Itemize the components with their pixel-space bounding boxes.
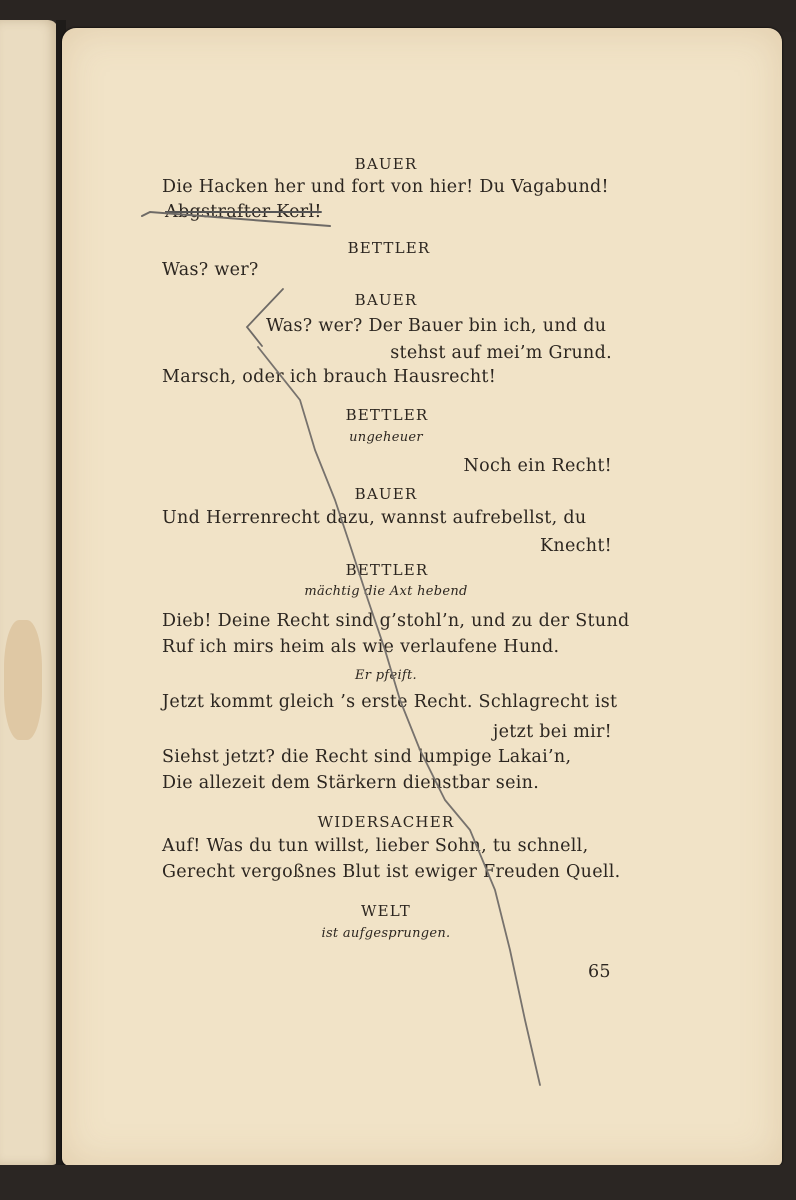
speaker-bettler: BETTLER <box>345 561 429 579</box>
verse-line: Die Hacken her und fort von hier! Du Vagabund! <box>162 177 609 197</box>
verse-line-crossed-out: Abgstrafter Kerl! <box>165 202 322 222</box>
page-number: 65 <box>588 962 611 982</box>
verse-line: Auf! Was du tun willst, lieber Sohn, tu schnell, <box>162 836 589 856</box>
verse-line: Was? wer? <box>162 260 259 280</box>
verse-line: Jetzt kommt gleich ’s erste Recht. Schlagrecht ist <box>162 692 618 712</box>
stage-direction: Er pfeift. <box>355 668 417 683</box>
verse-line: Gerecht vergoßnes Blut ist ewiger Freuden Quell. <box>162 862 621 882</box>
pencil-bracket-mark <box>247 289 283 346</box>
speaker-bettler: BETTLER <box>347 239 431 257</box>
verse-line-continuation: stehst auf mei’m Grund. <box>390 343 612 363</box>
verse-line: Marsch, oder ich brauch Hausrecht! <box>162 367 497 387</box>
verse-line: Dieb! Deine Recht sind g’stohl’n, und zu der Stund <box>162 611 630 631</box>
verse-line: Die allezeit dem Stärkern dienstbar sein. <box>162 773 540 793</box>
verse-line: Siehst jetzt? die Recht sind lumpige Lakai’n, <box>162 747 572 767</box>
verse-line: Was? wer? Der Bauer bin ich, und du <box>266 316 607 336</box>
speaker-bauer: BAUER <box>354 155 418 173</box>
verse-line: Noch ein Recht! <box>463 456 612 476</box>
pencil-cross-out-stroke <box>142 212 330 226</box>
stage-direction: ist aufgesprungen. <box>321 926 451 941</box>
stage-direction: mächtig die Axt hebend <box>304 584 468 599</box>
verse-line-continuation: Knecht! <box>540 536 612 556</box>
speaker-welt: WELT <box>361 902 411 920</box>
speaker-bauer: BAUER <box>354 291 418 309</box>
verse-line-continuation: jetzt bei mir! <box>492 722 612 742</box>
stage-direction: ungeheuer <box>349 430 423 445</box>
verse-line: Und Herrenrecht dazu, wannst aufrebellst, du <box>162 508 587 528</box>
pencil-diagonal-line <box>258 347 540 1085</box>
speaker-bettler: BETTLER <box>345 406 429 424</box>
speaker-bauer: BAUER <box>354 485 418 503</box>
verse-line: Ruf ich mirs heim als wie verlaufene Hund. <box>162 637 560 657</box>
speaker-widersacher: WIDERSACHER <box>317 813 455 831</box>
